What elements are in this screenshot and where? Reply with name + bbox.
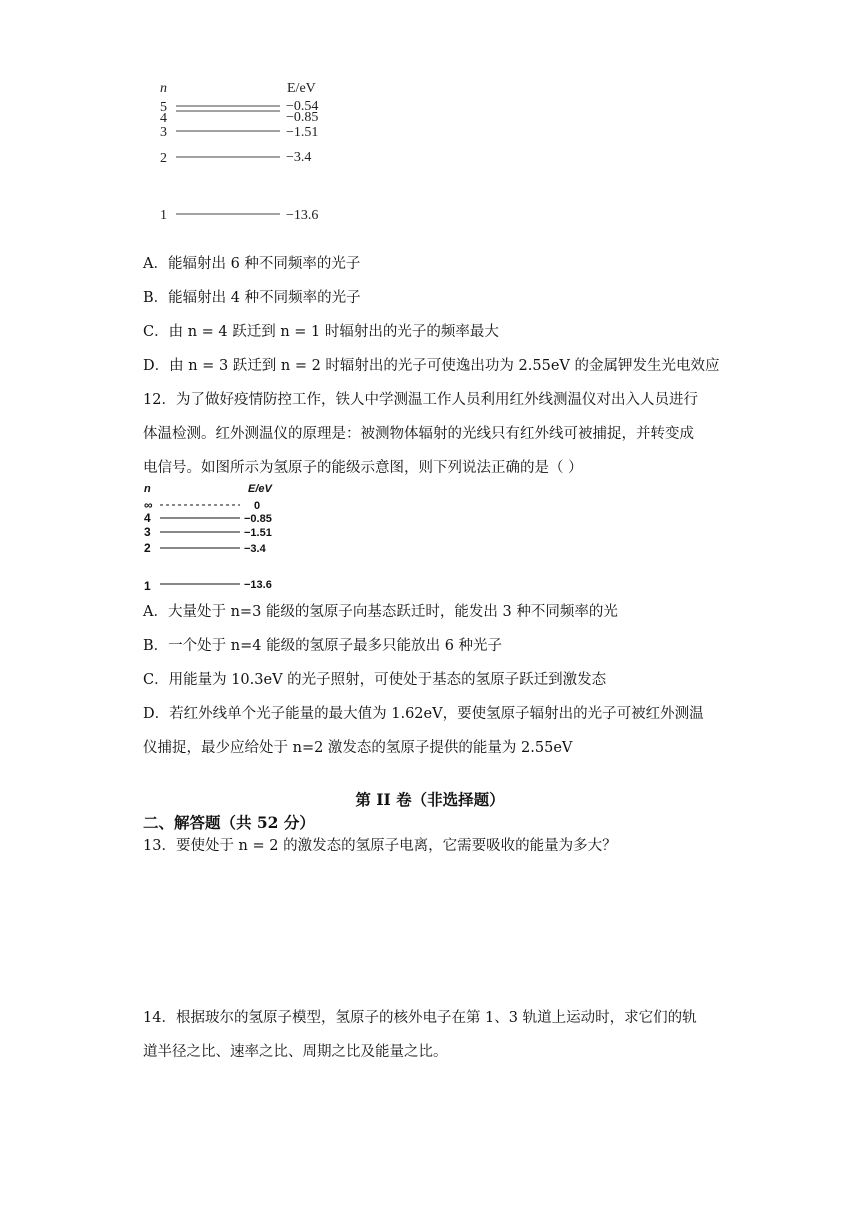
q11-option-c: C．由 n = 4 跃迁到 n = 1 时辐射出的光子的频率最大 xyxy=(143,324,499,340)
diagram2-e-header: E/eV xyxy=(248,483,272,495)
level2-n-2: 2 xyxy=(144,541,151,555)
level-n-2: 2 xyxy=(160,151,167,166)
q11-option-a: A．能辐射出 6 种不同频率的光子 xyxy=(143,256,361,272)
energy-level-diagram-2 xyxy=(140,480,300,598)
diagram1-e-header: E/eV xyxy=(287,81,316,96)
level-e-5: −0.54 xyxy=(286,99,319,114)
q12-option-a: A．大量处于 n=3 能级的氢原子向基态跃迁时，能发出 3 种不同频率的光 xyxy=(143,604,618,620)
level2-e-4: −0.85 xyxy=(244,513,272,525)
level2-e-3: −1.51 xyxy=(244,527,272,539)
q12-stem-line-2: 体温检测。红外测温仪的原理是：被测物体辐射的光线只有红外线可被捕捉，并转变成 xyxy=(143,426,694,442)
q12-option-b: B．一个处于 n=4 能级的氢原子最多只能放出 6 种光子 xyxy=(143,638,503,654)
level-n-5: 5 xyxy=(160,100,167,115)
q14-stem-line-2: 道半径之比、速率之比、周期之比及能量之比。 xyxy=(143,1044,448,1060)
level2-e-inf: 0 xyxy=(254,500,261,512)
diagram1-n-header: n xyxy=(160,81,167,96)
q14-stem-line-1: 14．根据玻尔的氢原子模型，氢原子的核外电子在第 1、3 轨道上运动时，求它们的轨 xyxy=(143,1010,697,1026)
q13-stem: 13．要使处于 n = 2 的激发态的氢原子电离，它需要吸收的能量为多大？ xyxy=(143,838,617,854)
energy-level-diagram-1 xyxy=(150,78,350,228)
level-e-2: −3.4 xyxy=(286,150,312,165)
q12-stem-line-1: 12．为了做好疫情防控工作，铁人中学测温工作人员利用红外线测温仪对出入人员进行 xyxy=(143,392,698,408)
q12-option-d-line-2: 仪捕捉，最少应给处于 n=2 激发态的氢原子提供的能量为 2.55eV xyxy=(143,740,573,756)
part2-title: 第 II 卷（非选择题） xyxy=(355,790,505,809)
level-e-4: −0.85 xyxy=(286,110,319,125)
q11-option-b: B．能辐射出 4 种不同频率的光子 xyxy=(143,290,361,306)
level-n-1: 1 xyxy=(160,208,167,223)
level2-e-1: −13.6 xyxy=(244,579,272,591)
q12-option-c: C．用能量为 10.3eV 的光子照射，可使处于基态的氢原子跃迁到激发态 xyxy=(143,672,607,688)
q12-option-d-line-1: D．若红外线单个光子能量的最大值为 1.62eV，要使氢原子辐射出的光子可被红外测温 xyxy=(143,706,704,722)
diagram2-n-header: n xyxy=(144,483,151,495)
q11-option-d: D．由 n = 3 跃迁到 n = 2 时辐射出的光子可使逸出功为 2.55eV 的金属钾发生光电效应 xyxy=(143,358,720,374)
q12-stem-line-3: 电信号。如图所示为氢原子的能级示意图，则下列说法正确的是（ ） xyxy=(143,460,583,476)
level-n-4: 4 xyxy=(160,111,167,126)
level2-e-2: −3.4 xyxy=(244,543,266,555)
level-e-1: −13.6 xyxy=(286,208,319,223)
level2-n-3: 3 xyxy=(144,525,151,539)
level2-n-inf: ∞ xyxy=(144,498,153,512)
level-n-3: 3 xyxy=(160,125,167,140)
level2-n-4: 4 xyxy=(144,511,151,525)
level2-n-1: 1 xyxy=(144,579,151,593)
level-e-3: −1.51 xyxy=(286,125,319,140)
section-title: 二、解答题（共 52 分） xyxy=(143,813,315,832)
